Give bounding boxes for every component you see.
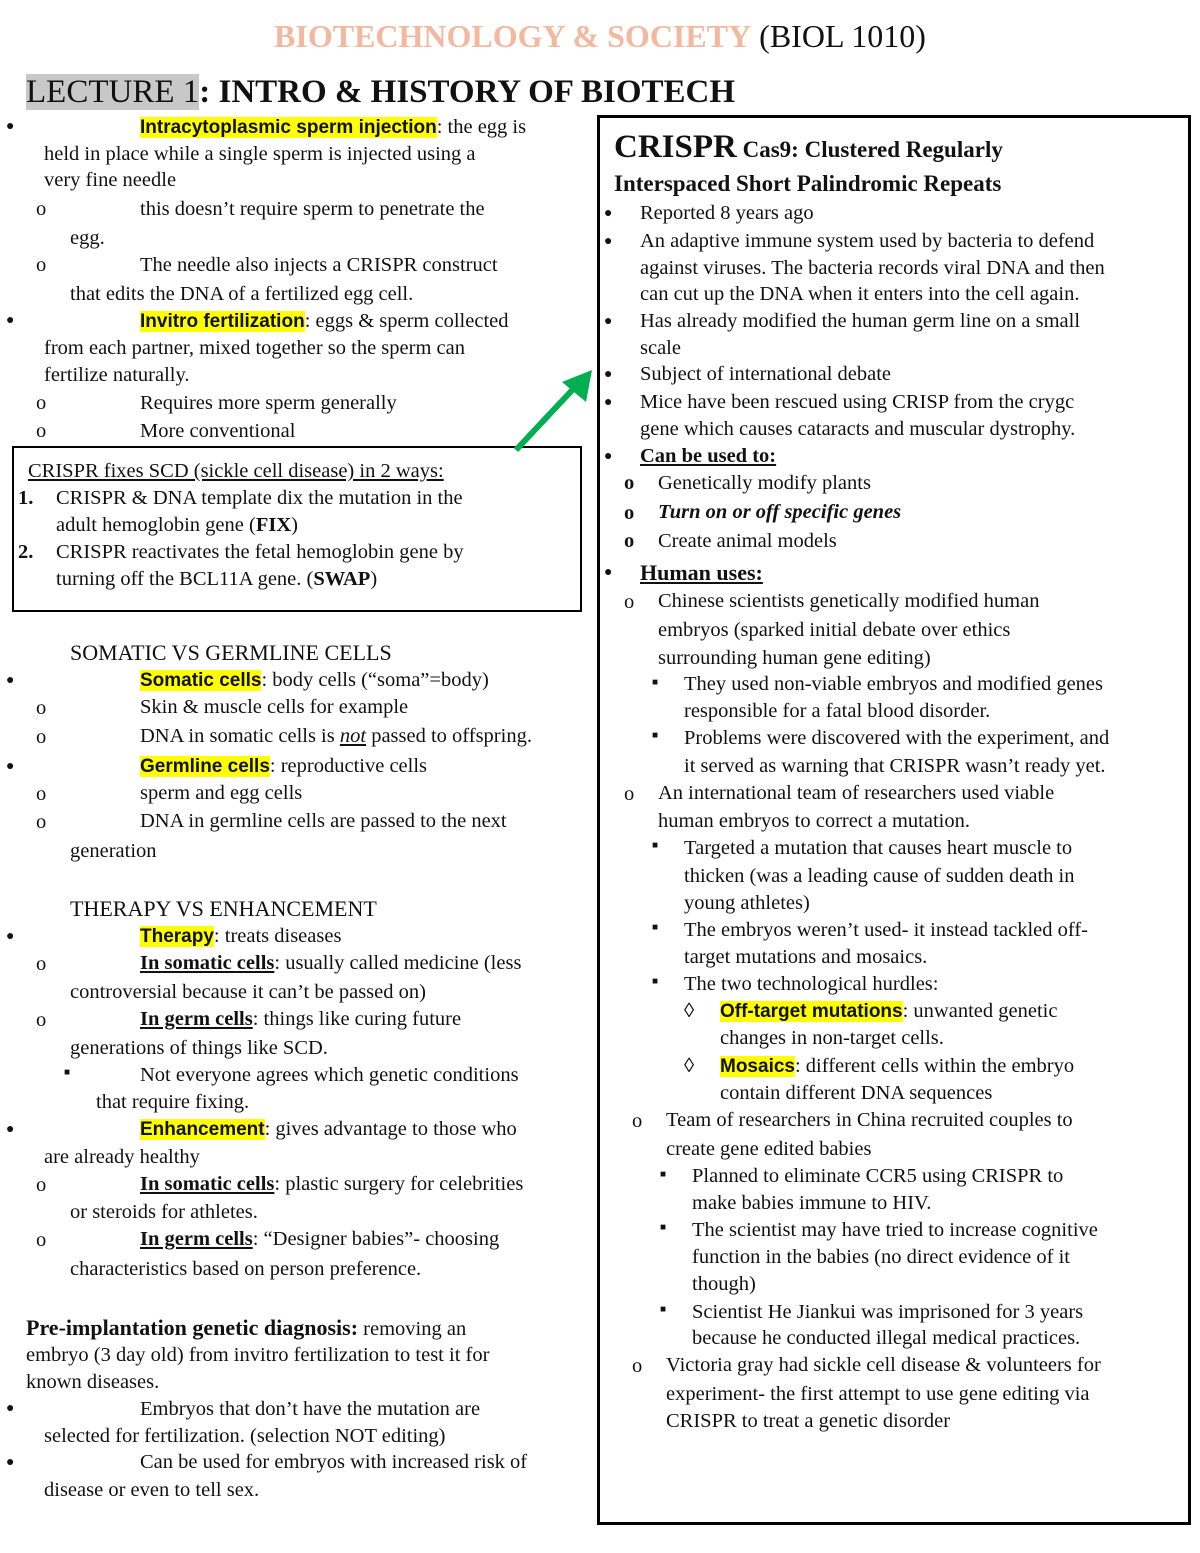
term-highlight: Invitro fertilization xyxy=(140,311,305,332)
text-line: contain different DNA sequences xyxy=(720,1082,993,1104)
callout-title: CRISPR fixes SCD (sickle cell disease) in 2 ways: xyxy=(28,460,444,482)
section-heading: THERAPY VS ENHANCEMENT xyxy=(70,896,377,921)
bullet-icon: ● xyxy=(6,673,15,688)
text-line: against viruses. The bacteria records viral DNA and then xyxy=(640,257,1105,279)
diamond-bullet-icon: ◊ xyxy=(684,1000,695,1022)
text-line: function in the babies (no direct evidence of it xyxy=(692,1246,1070,1268)
text-line: fertilize naturally. xyxy=(44,364,190,386)
text-line: adult hemoglobin gene (FIX) xyxy=(56,514,298,536)
list-item: In germ cells: things like curing future xyxy=(140,1008,462,1030)
text-line: surrounding human gene editing) xyxy=(658,647,931,669)
list-item: Targeted a mutation that causes heart muscle to xyxy=(684,837,1073,859)
term-highlight: Intracytoplasmic sperm injection xyxy=(140,117,437,138)
list-item: Embryos that don’t have the mutation are xyxy=(140,1398,481,1420)
text-line: from each partner, mixed together so the sperm can xyxy=(44,337,465,359)
circle-bullet-icon: o xyxy=(624,530,635,552)
subheading: Human uses: xyxy=(640,560,763,585)
swap-label: SWAP xyxy=(313,568,371,590)
list-item: Create animal models xyxy=(658,530,837,552)
square-bullet-icon: ■ xyxy=(652,840,659,851)
term-highlight: Mosaics xyxy=(720,1056,795,1077)
list-item: Skin & muscle cells for example xyxy=(140,696,409,718)
list-item: Germline cells: reproductive cells xyxy=(140,755,428,777)
list-item: Has already modified the human germ line on a small xyxy=(640,310,1081,332)
square-bullet-icon: ■ xyxy=(660,1304,667,1315)
text-line: embryo (3 day old) from invitro fertilization to test it for xyxy=(26,1344,490,1366)
list-item: Somatic cells: body cells (“soma”=body) xyxy=(140,669,489,691)
circle-bullet-icon: o xyxy=(36,198,47,220)
list-item: Off-target mutations: unwanted genetic xyxy=(720,1000,1058,1022)
circle-bullet-icon: o xyxy=(36,1174,47,1196)
list-item: Genetically modify plants xyxy=(658,472,871,494)
list-item: Intracytoplasmic sperm injection: the egg is xyxy=(140,116,527,138)
circle-bullet-icon: o xyxy=(36,392,47,414)
text-line: known diseases. xyxy=(26,1371,160,1393)
list-item: Chinese scientists genetically modified human xyxy=(658,590,1040,612)
list-item: In somatic cells: usually called medicine (less xyxy=(140,952,522,974)
bullet-icon: ● xyxy=(6,929,15,944)
text-line: young athletes) xyxy=(684,892,810,914)
course-name: BIOTECHNOLOGY & SOCIETY xyxy=(274,18,752,54)
text-line: generation xyxy=(70,840,157,862)
list-item: Reported 8 years ago xyxy=(640,202,814,224)
list-item: Subject of international debate xyxy=(640,363,892,385)
scd-callout-box xyxy=(12,446,582,612)
bullet-icon: ● xyxy=(604,206,613,221)
bullet-icon: ● xyxy=(604,314,613,329)
list-item: An international team of researchers used viable xyxy=(658,782,1055,804)
bullet-icon: ● xyxy=(604,367,613,382)
list-item: An adaptive immune system used by bacteria to defend xyxy=(640,230,1095,252)
text-line: very fine needle xyxy=(44,169,177,191)
text-line: disease or even to tell sex. xyxy=(44,1479,260,1501)
text-line: held in place while a single sperm is injected using a xyxy=(44,143,476,165)
lecture-heading xyxy=(26,74,735,111)
term-highlight: Therapy xyxy=(140,926,214,947)
bullet-icon: ● xyxy=(604,395,613,410)
circle-bullet-icon: o xyxy=(624,502,635,524)
list-item: Can be used for embryos with increased risk of xyxy=(140,1451,528,1473)
diamond-bullet-icon: ◊ xyxy=(684,1055,695,1077)
bullet-icon: ● xyxy=(604,449,613,464)
list-item: The two technological hurdles: xyxy=(684,973,939,995)
document-title xyxy=(0,18,1200,55)
green-arrow-icon xyxy=(500,362,600,462)
circle-bullet-icon: o xyxy=(36,1229,47,1251)
bullet-icon: ● xyxy=(6,313,15,328)
circle-bullet-icon: o xyxy=(624,783,635,805)
list-item: The needle also injects a CRISPR construct xyxy=(140,254,498,276)
text-line: scale xyxy=(640,337,681,359)
bullet-icon: ● xyxy=(6,1122,15,1137)
circle-bullet-icon: o xyxy=(36,1009,47,1031)
circle-bullet-icon: o xyxy=(632,1110,643,1132)
circle-bullet-icon: o xyxy=(624,591,635,613)
text-line: turning off the BCL11A gene. (SWAP) xyxy=(56,568,378,590)
list-item: CRISPR reactivates the fetal hemoglobin gene by xyxy=(56,541,464,563)
bullet-icon: ● xyxy=(6,759,15,774)
text-line: thicken (was a leading cause of sudden death in xyxy=(684,865,1075,887)
circle-bullet-icon: o xyxy=(36,726,47,748)
list-item: Turn on or off specific genes xyxy=(658,501,902,523)
list-item: Scientist He Jiankui was imprisoned for 3 years xyxy=(692,1301,1084,1323)
list-item: The embryos weren’t used- it instead tackled off- xyxy=(684,919,1088,941)
emphasis-not: not xyxy=(339,725,367,747)
list-item: Mosaics: different cells within the embryo xyxy=(720,1055,1075,1077)
text-line: selected for fertilization. (selection NOT editing) xyxy=(44,1425,446,1447)
crispr-box xyxy=(597,115,1191,1525)
bullet-icon: ● xyxy=(604,234,613,249)
square-bullet-icon: ■ xyxy=(652,677,659,688)
square-bullet-icon: ■ xyxy=(660,1169,667,1180)
list-item: Problems were discovered with the experiment, and xyxy=(684,727,1110,749)
list-item: Therapy: treats diseases xyxy=(140,925,342,947)
text-line: generations of things like SCD. xyxy=(70,1037,328,1059)
list-item: Mice have been rescued using CRISP from the crygc xyxy=(640,391,1075,413)
bullet-icon: ● xyxy=(604,565,613,580)
circle-bullet-icon: o xyxy=(36,783,47,805)
list-item: DNA in somatic cells is not passed to offspring. xyxy=(140,725,532,747)
list-item: CRISPR & DNA template dix the mutation in the xyxy=(56,487,463,509)
square-bullet-icon: ■ xyxy=(64,1067,71,1078)
text-line: embryos (sparked initial debate over ethics xyxy=(658,619,1011,641)
text-line: CRISPR to treat a genetic disorder xyxy=(666,1410,951,1432)
text-line: or steroids for athletes. xyxy=(70,1201,258,1223)
bullet-icon: ● xyxy=(6,1401,15,1416)
crispr-title: CRISPR Cas9: Clustered Regularly xyxy=(614,129,1003,165)
list-item: this doesn’t require sperm to penetrate the xyxy=(140,198,485,220)
circle-bullet-icon: o xyxy=(624,472,635,494)
text-line: that edits the DNA of a fertilized egg cell. xyxy=(70,283,414,305)
fix-label: FIX xyxy=(255,514,292,536)
list-item: Enhancement: gives advantage to those who xyxy=(140,1118,517,1140)
bullet-icon: ● xyxy=(6,1455,15,1470)
list-item: Victoria gray had sickle cell disease & volunteers for xyxy=(666,1354,1101,1376)
term-highlight: Germline cells xyxy=(140,756,270,777)
circle-bullet-icon: o xyxy=(36,697,47,719)
text-line: characteristics based on person preference. xyxy=(70,1258,422,1280)
subheading: Can be used to: xyxy=(640,445,777,467)
term-highlight: Off-target mutations xyxy=(720,1001,903,1022)
list-item: Requires more sperm generally xyxy=(140,392,397,414)
lecture-label: LECTURE 1 xyxy=(26,74,200,110)
list-item: sperm and egg cells xyxy=(140,782,303,804)
circle-bullet-icon: o xyxy=(632,1355,643,1377)
square-bullet-icon: ■ xyxy=(652,730,659,741)
term-highlight: Enhancement xyxy=(140,1119,265,1140)
text-line: create gene edited babies xyxy=(666,1138,872,1160)
circle-bullet-icon: o xyxy=(36,254,47,276)
circle-bullet-icon: o xyxy=(36,420,47,442)
circle-bullet-icon: o xyxy=(36,953,47,975)
text-line: changes in non-target cells. xyxy=(720,1027,944,1049)
text-line: gene which causes cataracts and muscular dystrophy. xyxy=(640,418,1076,440)
text-line: responsible for a fatal blood disorder. xyxy=(684,700,991,722)
list-number: 1. xyxy=(18,487,34,509)
text-line: target mutations and mosaics. xyxy=(684,946,928,968)
text-line: make babies immune to HIV. xyxy=(692,1192,932,1214)
list-item: Not everyone agrees which genetic conditions xyxy=(140,1064,519,1086)
text-line: controversial because it can’t be passed on) xyxy=(70,981,426,1003)
text-line: it served as warning that CRISPR wasn’t ready yet. xyxy=(684,755,1106,777)
crispr-subtitle: Interspaced Short Palindromic Repeats xyxy=(614,171,1002,196)
list-item: In germ cells: “Designer babies”- choosing xyxy=(140,1228,500,1250)
text-line: because he conducted illegal medical practices. xyxy=(692,1327,1081,1349)
course-code: (BIOL 1010) xyxy=(751,18,926,54)
list-item: More conventional xyxy=(140,420,296,442)
square-bullet-icon: ■ xyxy=(652,922,659,933)
square-bullet-icon: ■ xyxy=(652,976,659,987)
circle-bullet-icon: o xyxy=(36,811,47,833)
term-highlight: Somatic cells xyxy=(140,670,262,691)
text-line: can cut up the DNA when it enters into the cell again. xyxy=(640,283,1080,305)
text-line: egg. xyxy=(70,227,105,249)
list-item: Planned to eliminate CCR5 using CRISPR to xyxy=(692,1165,1064,1187)
text-line: though) xyxy=(692,1273,756,1295)
list-number: 2. xyxy=(18,541,34,563)
list-item: Team of researchers in China recruited couples to xyxy=(666,1109,1073,1131)
text-line: human embryos to correct a mutation. xyxy=(658,810,970,832)
pgd-paragraph: Pre-implantation genetic diagnosis: removing an xyxy=(26,1315,467,1340)
lecture-title: : INTRO & HISTORY OF BIOTECH xyxy=(199,74,736,110)
square-bullet-icon: ■ xyxy=(660,1222,667,1233)
section-heading: SOMATIC VS GERMLINE CELLS xyxy=(70,640,392,665)
text-line: are already healthy xyxy=(44,1146,200,1168)
text-line: that require fixing. xyxy=(96,1091,250,1113)
list-item: In somatic cells: plastic surgery for celebrities xyxy=(140,1173,524,1195)
bullet-icon: ● xyxy=(6,119,15,134)
list-item: They used non-viable embryos and modified genes xyxy=(684,673,1103,695)
text-line: experiment- the first attempt to use gene editing via xyxy=(666,1383,1090,1405)
list-item: Invitro fertilization: eggs & sperm collected xyxy=(140,310,509,332)
list-item: DNA in germline cells are passed to the next xyxy=(140,810,507,832)
list-item: The scientist may have tried to increase cognitive xyxy=(692,1219,1098,1241)
